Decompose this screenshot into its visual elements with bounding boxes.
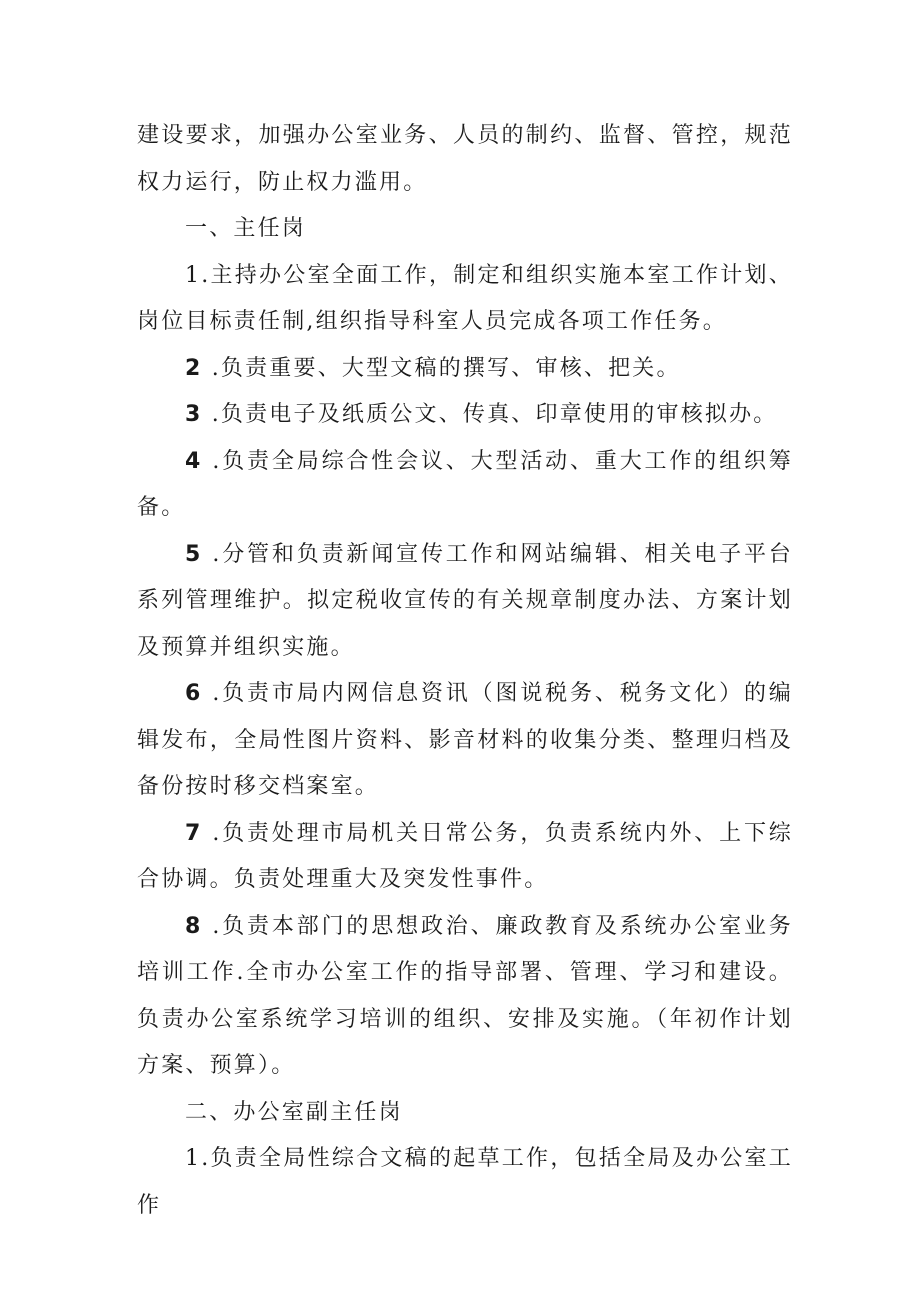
list-text: .负责电子及纸质公文、传真、印章使用的审核拟办。 [202, 402, 778, 427]
list-text: .分管和负责新闻宣传工作和网站编辑、相关电子平台系列管理维护。拟定税收宣传的有关规章制度办法、方案计划及预算并组织实施。 [137, 541, 793, 660]
list-number: 4 [185, 448, 203, 474]
list-item-5 [137, 532, 793, 672]
list-text: .负责重要、大型文稿的撰写、审核、把关。 [202, 355, 681, 381]
list-item-3 [137, 392, 793, 439]
paragraph-text: 建设要求，加强办公室业务、人员的制约、监督、管控，规范权力运行，防止权力滥用。 [137, 123, 793, 195]
paragraph-intro [137, 113, 793, 206]
list-item-6 [137, 671, 793, 811]
list-item-deputy-1 [137, 1136, 793, 1229]
heading-text: 二、办公室副主任岗 [185, 1099, 403, 1125]
list-number: 1. [185, 1146, 211, 1171]
list-text: 负责全局性综合文稿的起草工作，包括全局及办公室工作 [137, 1146, 793, 1218]
section-heading-director [137, 206, 793, 253]
list-number: 7 [185, 820, 203, 846]
list-number: 5 [185, 541, 203, 567]
list-text: .负责全局综合性会议、大型活动、重大工作的组织筹备。 [137, 448, 793, 520]
heading-text: 一、主任岗 [185, 216, 307, 241]
list-text: 主持办公室全面工作，制定和组织实施本室工作计划、岗位目标责任制,组织指导科室人员完成各项工作任务。 [137, 262, 793, 334]
list-text: .负责处理市局机关日常公务，负责系统内外、上下综合协调。负责处理重大及突发性事件。 [137, 820, 793, 892]
list-text: .负责本部门的思想政治、廉政教育及系统办公室业务培训工作.全市办公室工作的指导部署、管理、学习和建设。负责办公室系统学习培训的组织、安排及实施。（年初作计划方案、预算）。 [137, 913, 793, 1078]
list-number: 1. [185, 262, 211, 288]
document-body [137, 113, 793, 1229]
list-number: 3 [185, 402, 203, 427]
list-item-1 [137, 253, 793, 346]
list-item-2 [137, 346, 793, 393]
list-item-8 [137, 904, 793, 1090]
list-item-4 [137, 439, 793, 532]
list-text: .负责市局内网信息资讯（图说税务、税务文化）的编辑发布，全局性图片资料、影音材料的收集分类、整理归档及备份按时移交档案室。 [137, 681, 793, 799]
list-number: 6 [185, 681, 203, 706]
list-number: 8 [185, 913, 203, 939]
list-item-7 [137, 811, 793, 904]
list-number: 2 [185, 355, 203, 381]
section-heading-deputy-director [137, 1090, 793, 1137]
